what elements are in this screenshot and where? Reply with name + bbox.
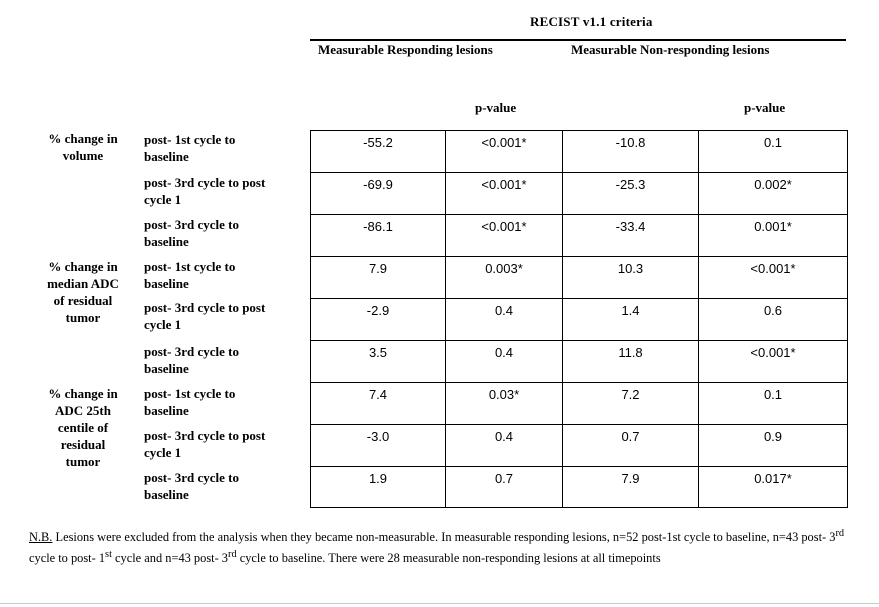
row-label-line: cycle 1 [144,445,182,460]
table-cell [311,299,446,341]
row-label-line: baseline [144,361,189,376]
group-label-median-adc [28,258,138,326]
nonresponding-lesions-header: Measurable Non-responding lesions [571,42,770,57]
table-cell [563,131,699,173]
row-label [144,469,304,503]
footnote-text: cycle and n=43 post- 3 [111,551,229,566]
table-row [311,173,848,215]
group-label-line: median ADC [47,276,119,291]
cell-value: <0.001* [481,219,527,234]
table-cell [446,383,563,425]
group-label-line: % change in [48,259,118,274]
footnote-text: Lesions were excluded from the analysis when they became non-measurable. In measurable responding lesions, n=52 post-1st cycle to baseline, n=43 post- 3 [52,530,836,545]
table-cell [699,299,848,341]
row-label-line: baseline [144,149,189,164]
cell-value: 1.9 [368,471,388,486]
group-label-line: ADC 25th [55,403,111,418]
row-label [144,258,304,292]
row-label-line: baseline [144,487,189,502]
group-label-line: residual [60,437,106,452]
row-label [144,216,304,250]
table-cell [446,131,563,173]
cell-value: 0.6 [763,303,783,318]
cell-value: <0.001* [750,261,796,276]
row-label-line: cycle 1 [144,192,182,207]
group-label-line: tumor [65,310,101,325]
row-label [144,299,304,333]
table-cell [311,467,446,508]
footnote-superscript: st [105,549,112,561]
table-cell [699,173,848,215]
cell-value: 0.03* [488,387,520,402]
table-row [311,467,848,508]
row-label-line: post- 3rd cycle to post [144,428,266,443]
cell-value: 0.4 [494,429,514,444]
row-label-line: post- 1st cycle to [144,386,236,401]
table-cell [311,257,446,299]
table-cell [699,215,848,257]
footnote-text: cycle to post- 1 [29,551,106,566]
cell-value: -55.2 [363,135,393,150]
table-cell [311,173,446,215]
table-row [311,215,848,257]
cell-value: 0.7 [494,471,514,486]
row-label-line: post- 3rd cycle to post [144,175,266,190]
cell-value: -25.3 [615,177,646,192]
cell-value: 0.017* [754,471,792,486]
cell-value: -2.9 [366,303,390,318]
group-label-line: of residual [53,293,113,308]
table-cell [563,257,699,299]
row-label [144,174,304,208]
row-label-line: baseline [144,403,189,418]
table-cell [699,467,848,508]
row-label-line: post- 3rd cycle to [144,344,239,359]
table-cell [446,467,563,508]
group-label-volume [28,130,138,164]
group-label-line: % change in [48,131,118,146]
row-label [144,131,304,165]
row-label-line: post- 3rd cycle to [144,470,239,485]
cell-value: 11.8 [618,345,643,360]
table-cell [563,299,699,341]
cell-value: <0.001* [481,177,527,192]
cell-value: 0.1 [763,387,783,402]
cell-value: 7.9 [368,261,388,276]
table-cell [563,341,699,383]
cell-value: 0.003* [485,261,523,276]
footnote-superscript: rd [228,549,237,561]
table-cell [446,173,563,215]
footnote-superscript: rd [835,528,845,539]
cell-value: -69.9 [363,177,393,192]
table-cell [563,215,699,257]
table-cell [563,173,699,215]
table-cell [699,341,848,383]
table-cell [699,425,848,467]
cell-value: 7.4 [368,387,388,402]
table-cell [699,131,848,173]
table-row [311,383,848,425]
cell-value: 7.9 [621,471,640,486]
row-label-line: post- 1st cycle to [144,132,236,147]
group-label-line: volume [62,148,104,163]
cell-value: 3.5 [368,345,388,360]
table-cell [563,467,699,508]
cell-value: -86.1 [363,219,393,234]
cell-value: 0.4 [494,345,514,360]
cell-value: 10.3 [617,261,644,276]
group-label-line: % change in [48,386,118,401]
table-cell [563,425,699,467]
criteria-title: RECIST v1.1 criteria [530,14,653,29]
pvalue-header-responding: p-value [475,100,517,115]
cell-value: -3.0 [366,429,390,444]
criteria-underline [310,39,846,41]
table-row [311,341,848,383]
pvalue-header-nonresponding: p-value [744,100,786,115]
row-label [144,343,304,377]
cell-value: 0.9 [763,429,783,444]
results-table [310,130,848,508]
table-cell [311,215,446,257]
page-bottom-divider [0,603,879,604]
table-cell [446,215,563,257]
cell-value: -33.4 [615,219,646,234]
footnote [29,525,851,567]
table-cell [446,299,563,341]
table-cell [446,341,563,383]
table-cell [446,425,563,467]
row-label-line: post- 3rd cycle to [144,217,239,232]
cell-value: -10.8 [615,135,646,150]
cell-value: 7.2 [621,387,640,402]
table-cell [699,383,848,425]
row-label-line: post- 1st cycle to [144,259,236,274]
footnote-nb: N.B. [29,530,53,545]
cell-value: 0.002* [754,177,792,192]
responding-lesions-header: Measurable Responding lesions [318,42,493,57]
cell-value: <0.001* [481,135,527,150]
table-cell [311,383,446,425]
group-label-line: centile of [57,420,109,435]
table-row [311,299,848,341]
cell-value: 0.4 [494,303,514,318]
table-row [311,425,848,467]
table-cell [311,425,446,467]
cell-value: 1.4 [621,303,640,318]
group-label-line: tumor [65,454,101,469]
group-label-adc-25th [28,385,138,470]
row-label [144,427,304,461]
cell-value: <0.001* [750,345,796,360]
row-label-line: baseline [144,234,189,249]
table-cell [699,257,848,299]
table-cell [446,257,563,299]
table-row [311,257,848,299]
table-cell [311,131,446,173]
row-label-line: cycle 1 [144,317,182,332]
row-label-line: post- 3rd cycle to post [144,300,266,315]
row-label-line: baseline [144,276,189,291]
table-cell [311,341,446,383]
footnote-text: cycle to baseline. There were 28 measurable non-responding lesions at all timepoints [236,551,661,566]
cell-value: 0.7 [621,429,640,444]
table-row [311,131,848,173]
cell-value: 0.1 [763,135,783,150]
table-cell [563,383,699,425]
cell-value: 0.001* [754,219,792,234]
row-label [144,385,304,419]
